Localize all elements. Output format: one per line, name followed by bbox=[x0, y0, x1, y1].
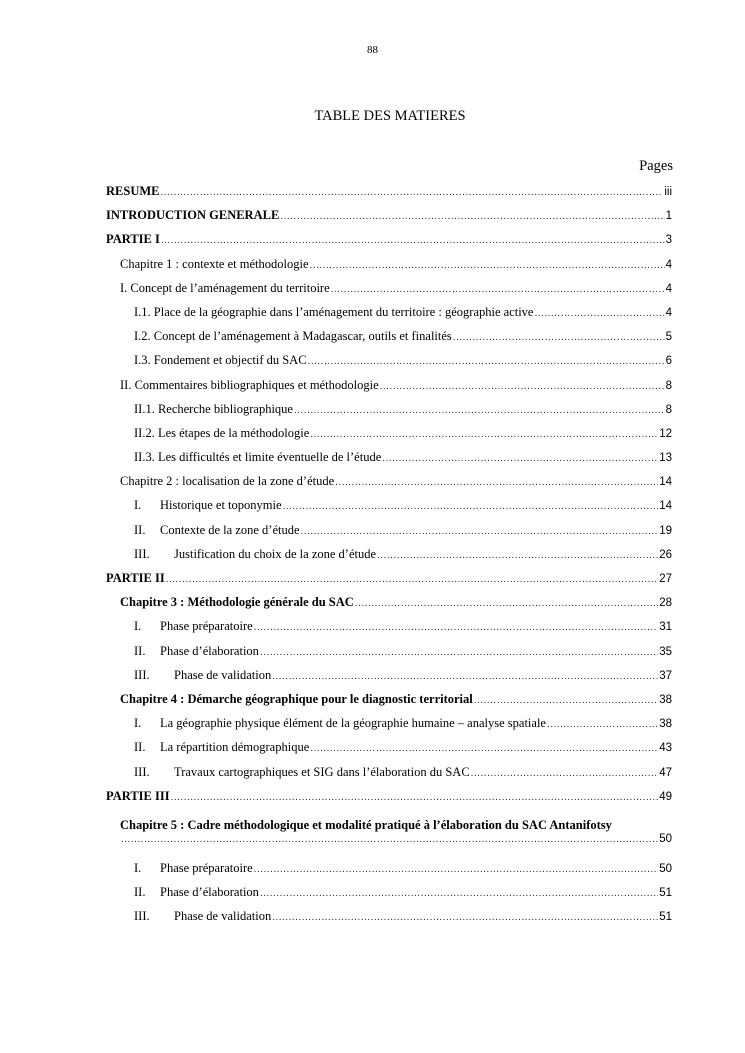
toc-entry-page: 13 bbox=[659, 452, 672, 465]
toc-entry-label: I.1. Place de la géographie dans l’aménagement du territoire : géographie active bbox=[134, 304, 534, 319]
toc-entry-page: 38 bbox=[659, 693, 672, 706]
leader-dots bbox=[382, 453, 658, 464]
toc-entry-page: 4 bbox=[665, 258, 672, 271]
toc-entry-label: I.2. Concept de l’aménagement à Madagascar, outils et finalités bbox=[134, 329, 452, 344]
toc-entry bbox=[106, 668, 672, 692]
leader-dots bbox=[471, 768, 659, 779]
leader-dots bbox=[294, 405, 665, 416]
toc-entry bbox=[106, 740, 672, 764]
leader-dots bbox=[254, 864, 659, 875]
leader-dots bbox=[310, 429, 658, 440]
toc-entry-number: I. bbox=[134, 860, 142, 875]
toc-entry bbox=[106, 426, 672, 450]
leader-dots bbox=[272, 671, 658, 682]
toc-entry-label: Chapitre 3 : Méthodologie générale du SAC bbox=[120, 595, 354, 610]
page-number: 88 bbox=[367, 44, 378, 56]
leader-dots bbox=[272, 912, 658, 923]
toc-entry bbox=[106, 208, 672, 232]
toc-entry bbox=[106, 281, 672, 305]
toc-entry bbox=[106, 595, 672, 619]
leader-dots bbox=[380, 381, 665, 392]
toc-entry bbox=[106, 885, 672, 909]
toc-entry bbox=[106, 789, 672, 813]
leader-dots bbox=[335, 477, 658, 488]
toc-entry-label: Phase d’élaboration bbox=[160, 643, 259, 658]
toc-entry-page: 28 bbox=[659, 597, 672, 610]
toc-entry-label: Chapitre 1 : contexte et méthodologie bbox=[120, 256, 309, 271]
leader-dots bbox=[355, 598, 658, 609]
toc-entry bbox=[106, 523, 672, 547]
toc-entry-number: III. bbox=[134, 909, 150, 924]
toc-entry-page: iii bbox=[664, 186, 672, 198]
toc-entry-label: RESUME bbox=[106, 184, 160, 198]
toc-entry-page: 3 bbox=[665, 234, 672, 247]
toc-entry-page: 37 bbox=[659, 669, 672, 682]
toc-entry-number: II. bbox=[134, 740, 146, 755]
toc-entry-page: 14 bbox=[659, 500, 672, 513]
leader-dots bbox=[377, 550, 658, 561]
toc-entry bbox=[106, 547, 672, 571]
toc-entry-page: 50 bbox=[659, 832, 672, 845]
leader-dots bbox=[160, 187, 663, 198]
leader-dots bbox=[453, 332, 665, 343]
leader-dots bbox=[260, 647, 658, 658]
toc-entry bbox=[106, 909, 672, 933]
toc-entry-number: II. bbox=[134, 643, 146, 658]
leader-dots bbox=[331, 284, 665, 295]
toc-entry-page: 26 bbox=[659, 548, 672, 561]
toc-entry bbox=[106, 257, 672, 281]
toc-entry bbox=[106, 644, 672, 668]
toc-entry bbox=[106, 765, 672, 789]
toc-entry-label-wrapped: Chapitre 5 : Cadre méthodologique et modalité pratiqué à l’élaboration du SAC Antanifotsy bbox=[120, 817, 612, 832]
toc-entry bbox=[106, 402, 672, 426]
toc-entry-page: 8 bbox=[665, 403, 672, 416]
toc-entry-page: 5 bbox=[665, 331, 672, 344]
toc-entry bbox=[106, 232, 672, 256]
leader-dots bbox=[310, 743, 658, 754]
leader-dots bbox=[280, 211, 664, 222]
toc-entry-label: Travaux cartographiques et SIG dans l’élaboration du SAC bbox=[174, 764, 470, 779]
toc-entry-label: La géographie physique élément de la géographie humaine – analyse spatiale bbox=[160, 716, 546, 731]
leader-dots bbox=[474, 695, 658, 706]
toc-entry-page: 43 bbox=[659, 742, 672, 755]
toc-entry-continuation bbox=[106, 833, 672, 861]
toc-entry-label: Justification du choix de la zone d’étude bbox=[174, 546, 377, 561]
toc-entry-page: 1 bbox=[665, 210, 672, 223]
toc-entry-number: II. bbox=[134, 522, 146, 537]
toc-entry-page: 49 bbox=[659, 790, 672, 803]
toc-entry bbox=[106, 184, 672, 208]
pages-column-label: Pages bbox=[639, 158, 673, 174]
toc-entry-page: 4 bbox=[665, 282, 672, 295]
toc-entry bbox=[106, 571, 672, 595]
toc-entry bbox=[106, 450, 672, 474]
toc-entry-number: II. bbox=[134, 885, 146, 900]
toc-entry bbox=[106, 692, 672, 716]
toc-entry-label: II. Commentaires bibliographiques et méthodologie bbox=[120, 377, 379, 392]
toc-entry-page: 27 bbox=[659, 573, 672, 585]
leader-dots bbox=[308, 356, 665, 367]
toc-entry-label: Chapitre 4 : Démarche géographique pour le diagnostic territorial bbox=[120, 691, 473, 706]
leader-dots bbox=[534, 308, 664, 319]
leader-dots bbox=[254, 622, 659, 633]
toc-entry-label: I. Concept de l’aménagement du territoire bbox=[120, 280, 330, 295]
toc-entry-page: 51 bbox=[659, 887, 672, 900]
toc-entry-label: Phase de validation bbox=[174, 667, 272, 682]
toc-entry-label: PARTIE II bbox=[106, 571, 165, 585]
toc-entry-page: 8 bbox=[665, 379, 672, 392]
toc-entry-label: Phase préparatoire bbox=[160, 860, 253, 875]
toc-entry-number: III. bbox=[134, 667, 150, 682]
toc-entry-label: Phase de validation bbox=[174, 909, 272, 924]
toc-entry-label: II.3. Les difficultés et limite éventuelle de l’étude bbox=[134, 450, 382, 465]
toc-entry bbox=[106, 353, 672, 377]
toc-entry-number: III. bbox=[134, 764, 150, 779]
leader-dots bbox=[161, 235, 665, 246]
leader-dots bbox=[171, 792, 659, 803]
toc-entry-label: PARTIE I bbox=[106, 232, 160, 247]
toc-entry-page: 50 bbox=[659, 862, 672, 875]
toc-entry-label: Historique et toponymie bbox=[160, 498, 282, 513]
toc-entry-page: 6 bbox=[665, 355, 672, 368]
toc-entry-label: Contexte de la zone d’étude bbox=[160, 522, 300, 537]
toc-entry-label: La répartition démographique bbox=[160, 740, 310, 755]
toc-entry-label: INTRODUCTION GENERALE bbox=[106, 208, 280, 223]
toc-entry-page: 31 bbox=[659, 621, 672, 634]
toc-entry-page: 38 bbox=[659, 718, 672, 731]
toc-entry-page: 47 bbox=[659, 766, 672, 779]
table-of-contents bbox=[106, 184, 672, 933]
leader-dots bbox=[166, 574, 658, 585]
toc-entry-label: PARTIE III bbox=[106, 788, 170, 803]
leader-dots bbox=[283, 501, 659, 512]
toc-entry-page: 51 bbox=[659, 911, 672, 924]
toc-entry-label: II.2. Les étapes de la méthodologie bbox=[134, 425, 310, 440]
leader-dots bbox=[121, 834, 658, 845]
toc-entry-number: I. bbox=[134, 498, 142, 513]
toc-entry-label: I.3. Fondement et objectif du SAC bbox=[134, 353, 307, 368]
toc-entry-page: 14 bbox=[659, 476, 672, 489]
toc-entry-label: Phase d’élaboration bbox=[160, 885, 259, 900]
toc-entry bbox=[106, 619, 672, 643]
toc-entry bbox=[106, 305, 672, 329]
toc-entry bbox=[106, 498, 672, 522]
toc-entry-page: 12 bbox=[659, 427, 672, 440]
toc-entry-label: Chapitre 2 : localisation de la zone d’étude bbox=[120, 474, 335, 489]
toc-entry bbox=[106, 378, 672, 402]
toc-entry bbox=[106, 716, 672, 740]
toc-entry-number: III. bbox=[134, 546, 150, 561]
toc-entry bbox=[106, 474, 672, 498]
toc-title: TABLE DES MATIERES bbox=[314, 108, 466, 124]
toc-entry bbox=[106, 329, 672, 353]
toc-entry-label: II.1. Recherche bibliographique bbox=[134, 401, 293, 416]
leader-dots bbox=[301, 526, 659, 537]
toc-entry-number: I. bbox=[134, 619, 142, 634]
toc-entry-label: Phase préparatoire bbox=[160, 619, 253, 634]
leader-dots bbox=[260, 888, 658, 899]
toc-entry bbox=[106, 861, 672, 885]
toc-entry-number: I. bbox=[134, 716, 142, 731]
leader-dots bbox=[310, 260, 665, 271]
leader-dots bbox=[547, 719, 658, 730]
toc-entry-page: 19 bbox=[659, 524, 672, 537]
toc-entry-page: 35 bbox=[659, 645, 672, 658]
toc-entry-page: 4 bbox=[665, 306, 672, 319]
